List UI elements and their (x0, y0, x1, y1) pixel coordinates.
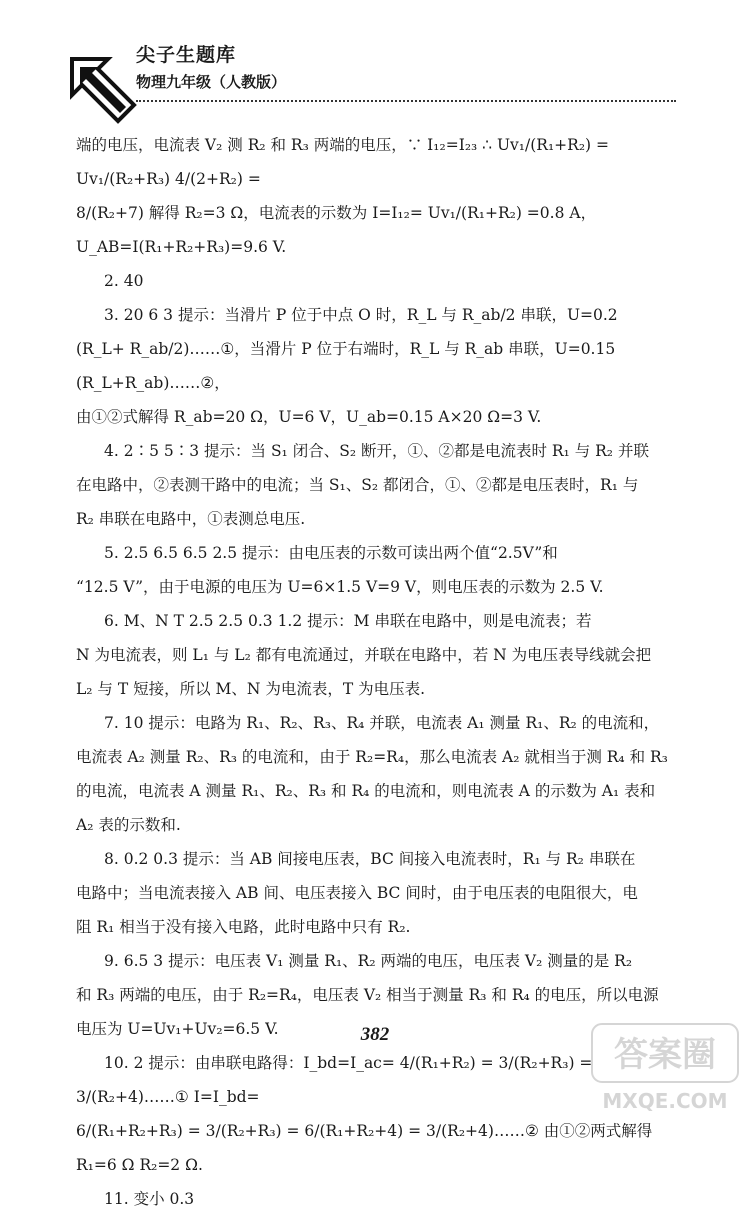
text-line: 6. M、N T 2.5 2.5 0.3 1.2 提示：M 串联在电路中，则是电流表；若 (104, 612, 592, 630)
text-line: R₂ 串联在电路中，①表测总电压. (76, 510, 306, 528)
text-line: 端的电压，电流表 V₂ 测 R₂ 和 R₃ 两端的电压，∵ I₁₂=I₂₃ ∴ Uv₁/(R₁+R₂) = Uv₁/(R₂+R₃) 4/(2+R₂) = (76, 136, 609, 188)
text-line: 阻 R₁ 相当于没有接入电路，此时电路中只有 R₂. (76, 918, 411, 936)
arrow-logo-icon (68, 55, 138, 125)
text-line: 9. 6.5 3 提示：电压表 V₁ 测量 R₁、R₂ 两端的电压，电压表 V₂ 测量的是 R₂ (104, 952, 633, 970)
book-title: 尖子生题库 (136, 44, 237, 66)
text-line: 11. 变小 0.3 (104, 1190, 195, 1208)
book-subtitle: 物理九年级（人教版） (136, 73, 287, 91)
text-line: 电流表 A₂ 测量 R₂、R₃ 的电流和，由于 R₂=R₄，那么电流表 A₂ 就相当于测 R₄ 和 R₃ (76, 748, 668, 766)
text-line: L₂ 与 T 短接，所以 M、N 为电流表，T 为电压表. (76, 680, 426, 698)
text-line: (R_L+ R_ab/2)……①，当滑片 P 位于右端时，R_L 与 R_ab 串联，U=0.15 (R_L+R_ab)……②， (76, 340, 616, 392)
watermark-text: 答案圈 (614, 1035, 716, 1075)
header-divider (136, 100, 676, 102)
text-line: 电路中；当电流表接入 AB 间、电压表接入 BC 间时，由于电压表的电阻很大，电 (76, 884, 638, 902)
text-line: 的电流，电流表 A 测量 R₁、R₂、R₃ 和 R₄ 的电流和，则电流表 A 的示数为 A₁ 表和 (76, 782, 656, 800)
text-line: 在电路中，②表测干路中的电流；当 S₁、S₂ 都闭合，①、②都是电压表时，R₁ 与 (76, 476, 639, 494)
text-line: 10. 2 提示：由串联电路得：I_bd=I_ac= 4/(R₁+R₂) = 3/(R₂+R₃) = 3/(R₂+4)……① I=I_bd= (76, 1054, 593, 1106)
text-line: “12.5 V”，由于电源的电压为 U=6×1.5 V=9 V，则电压表的示数为 2.5 V. (76, 578, 604, 596)
answer-text (76, 128, 676, 1216)
text-line: N 为电流表，则 L₁ 与 L₂ 都有电流通过，并联在电路中，若 N 为电压表导线就会把 (76, 646, 652, 664)
watermark-logo (590, 1020, 740, 1115)
text-line: A₂ 表的示数和. (76, 816, 181, 834)
page-header (0, 0, 750, 110)
text-line: 8/(R₂+7) 解得 R₂=3 Ω，电流表的示数为 I=I₁₂= Uv₁/(R₁+R₂) =0.8 A，U_AB=I(R₁+R₂+R₃)=9.6 V. (76, 204, 597, 256)
text-line: 6/(R₁+R₂+R₃) = 3/(R₂+R₃) = 6/(R₁+R₂+4) = 3/(R₂+4)……② 由①②两式解得 R₁=6 Ω R₂=2 Ω. (76, 1122, 653, 1174)
watermark-url: MXQE.COM (602, 1089, 728, 1113)
text-line: 和 R₃ 两端的电压，由于 R₂=R₄，电压表 V₂ 相当于测量 R₃ 和 R₄ 的电压，所以电源 (76, 986, 659, 1004)
text-line: 7. 10 提示：电路为 R₁、R₂、R₃、R₄ 并联，电流表 A₁ 测量 R₁、R₂ 的电流和， (104, 714, 660, 732)
text-line: 2. 40 (104, 272, 144, 290)
text-line: 8. 0.2 0.3 提示：当 AB 间接电压表，BC 间接入电流表时，R₁ 与 R₂ 串联在 (104, 850, 636, 868)
page-number: 382 (360, 1024, 390, 1045)
brand-block (136, 40, 286, 92)
text-line: 电压为 U=Uv₁+Uv₂=6.5 V. (76, 1020, 279, 1038)
text-line: 4. 2∶5 5∶3 提示：当 S₁ 闭合、S₂ 断开，①、②都是电流表时 R₁ 与 R₂ 并联 (104, 442, 649, 460)
text-line: 由①②式解得 R_ab=20 Ω，U=6 V，U_ab=0.15 A×20 Ω=3 V. (76, 408, 542, 426)
text-line: 3. 20 6 3 提示：当滑片 P 位于中点 O 时，R_L 与 R_ab/2 串联，U=0.2 (104, 306, 618, 324)
text-line: 5. 2.5 6.5 6.5 2.5 提示：由电压表的示数可读出两个值“2.5V”和 (104, 544, 558, 562)
